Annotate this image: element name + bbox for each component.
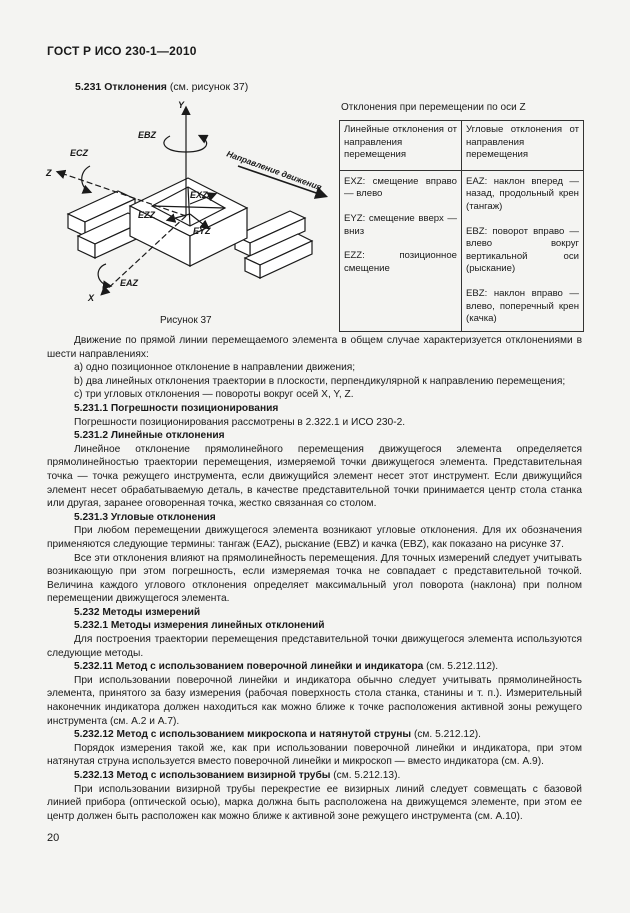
label-direction: Направление движения — [225, 148, 324, 193]
table-angular-column — [462, 170, 584, 331]
subsection-heading: 5.231.1 Погрешности позиционирования — [74, 402, 279, 414]
label-exz: EXZ — [190, 190, 208, 200]
table-header-linear: Линейные отклонения от направления перемещения — [340, 121, 462, 171]
section-figure-ref: (см. рисунок 37) — [166, 81, 249, 93]
label-eyz: EYZ — [193, 226, 211, 236]
label-eaz: EAZ — [120, 278, 138, 288]
subsection-heading — [47, 728, 582, 742]
eaz-rotation-arc — [98, 264, 110, 286]
heading-text: 5.232.11 Метод с использованием поверочной линейки и индикатора — [74, 661, 424, 673]
ebz-rotation-arc — [164, 136, 207, 152]
paragraph: Порядок измерения такой же, как при использовании поверочной линейки и индикатора, при этом натянутая струна используется вместо поверочной линейки и микроскоп — вместо индикатора (см. А.9). — [47, 742, 582, 768]
table-title: Отклонения при перемещении по оси Z — [341, 102, 526, 113]
label-ecz: ECZ — [70, 148, 88, 158]
paragraph: При любом перемещении движущегося элемента возникают угловые отклонения. Для их обозначения применяются следующие термины: тангаж (EAZ), рыскание (EBZ) и качка (EBZ), как показано на рисунке 37. — [47, 525, 582, 550]
list-item: c) три угловых отклонения — повороты вокруг осей X, Y, Z. — [74, 389, 354, 401]
heading-text: 5.232.12 Метод с использованием микроскопа и натянутой струны — [74, 729, 412, 741]
table-linear-column — [340, 170, 462, 331]
section-number-title: 5.231 Отклонения — [75, 81, 167, 93]
paragraph: Для построения траектории перемещения представительной точки движущегося элемента используются следующие методы. — [47, 634, 582, 659]
subsection-heading — [47, 660, 582, 674]
paragraph: При использовании поверочной линейки и индикатора обычно следует учитывать прямолинейность элемента, принятого за базу измерения (рабочая поверхность стола станка, станины и т. п.). Измерительный наконечник индикатора должен находиться как можно ближе к точке расположения активной зоны режущего инструмента (см. А.2 и А.7). — [47, 674, 582, 727]
document-header: ГОСТ Р ИСО 230-1—2010 — [47, 44, 197, 58]
table-cell-ebz-roll: EBZ: наклон вправо — влево, поперечный крен (качка) — [466, 287, 579, 325]
table-cell-exz: EXZ: смещение вправо — влево — [344, 175, 457, 200]
figure-caption: Рисунок 37 — [160, 315, 212, 326]
deviations-table — [339, 120, 584, 332]
table-header-angular: Угловые отклонения от направления перемещения — [462, 121, 584, 171]
table-body-row — [340, 170, 584, 331]
subsection-heading — [47, 769, 582, 783]
ecz-rotation-arc — [82, 166, 90, 192]
section-title — [75, 81, 248, 93]
subsection-heading: 5.231.2 Линейные отклонения — [74, 430, 225, 442]
subsection-heading: 5.231.3 Угловые отклонения — [74, 511, 216, 523]
figure-37-diagram — [40, 96, 340, 321]
list-item: b) два линейных отклонения траектории в плоскости, перпендикулярной к направлению перемещения; — [74, 375, 566, 387]
label-y: Y — [178, 100, 185, 110]
label-z: Z — [46, 168, 52, 178]
table-cell-ebz-yaw: EBZ: поворот вправо — влево вокруг вертикальной оси (рыскание) — [466, 225, 579, 275]
paragraph: Погрешности позиционирования рассмотрены в 2.322.1 и ИСО 230-2. — [74, 416, 406, 428]
label-x: X — [88, 293, 95, 303]
list-item: а) одно позиционное отклонение в направлении движения; — [74, 362, 356, 374]
heading-text: 5.232.13 Метод с использованием визирной трубы — [74, 770, 331, 781]
body-text — [47, 334, 582, 823]
heading-ref: (см. 5.212.112). — [423, 661, 499, 673]
heading-ref: (см. 5.212.12). — [411, 729, 481, 741]
subsection-heading: 5.232 Методы измерений — [74, 606, 201, 618]
table-cell-eyz: EYZ: смещение вверх — вниз — [344, 212, 457, 237]
page-number: 20 — [47, 832, 60, 844]
label-ebz: EBZ — [138, 130, 156, 140]
table-cell-eaz: EAZ: наклон вперед — назад, продольный крен (тангаж) — [466, 175, 579, 212]
table-cell-ezz: EZZ: позиционное смещение — [344, 250, 457, 274]
label-ezz: EZZ — [138, 210, 155, 220]
subsection-heading: 5.232.1 Методы измерения линейных отклонений — [74, 620, 325, 632]
paragraph: Движение по прямой линии перемещаемого элемента в общем случае характеризуется отклонениями в шести направлениях: — [47, 335, 582, 360]
paragraph: При использовании визирной трубы перекрестие ее визирных линий следует совмещать с базовой линией прибора (оптической осью), марка должна быть расположена на движущемся элементе, при этом ее центр должен быть расположен как можно ближе к активной зоне режущего инструмента (см. А.10). — [47, 783, 582, 822]
heading-ref: (см. 5.212.13). — [330, 770, 401, 781]
table-header-row — [340, 121, 584, 171]
paragraph: Линейное отклонение прямолинейного перемещения движущегося элемента определяется прямолинейностью траектории перемещения, измеряемой точки движущегося элемента. Представительная точка — точка режущего инструмента, если движущийся элемент несет этот инструмент. Если движущийся элемент несет обрабатываемую деталь, в качестве представительной точки принимается центр стола станка или другая, заранее оговоренная точка, жестко связанная со столом. — [47, 443, 582, 510]
paragraph: Все эти отклонения влияют на прямолинейность перемещения. Для точных измерений следует учитывать возникающую при этом погрешность, если измеряемая точка не совпадает с представительной точкой. Величина каждого углового отклонения определяет максимальный угол поворота (наклона) при полном перемещении движущегося элемента. — [47, 552, 582, 605]
